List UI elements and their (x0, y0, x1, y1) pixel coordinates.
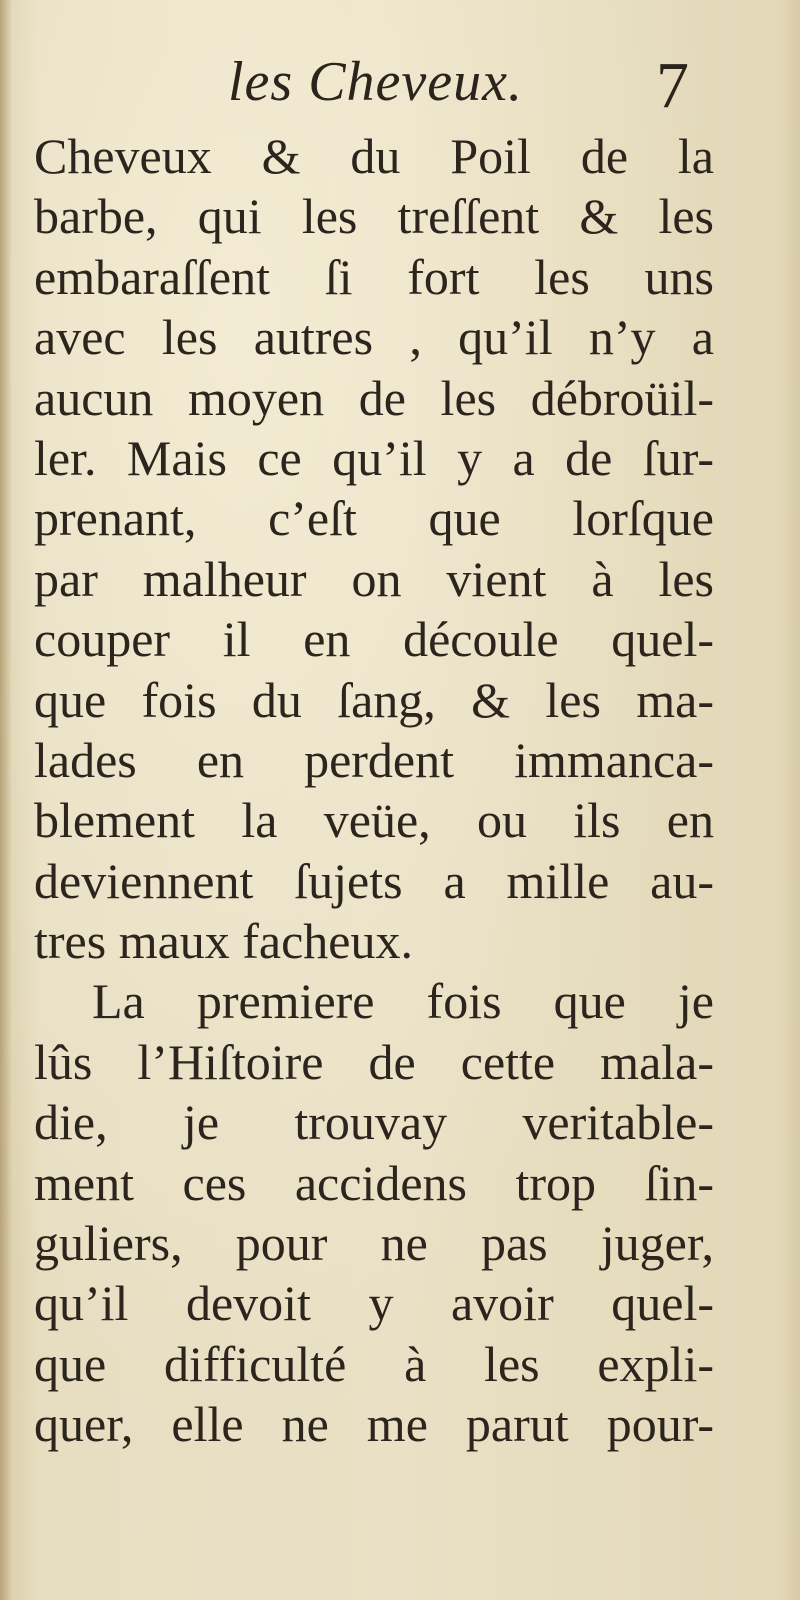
text-line: ler. Mais ce qu’il y a de ſur- (34, 429, 714, 486)
text-line: prenant, c’eſt que lorſque (34, 490, 714, 547)
paragraph-end-line: tres maux facheux. (34, 913, 414, 970)
text-line: Cheveux & du Poil de la (34, 128, 714, 184)
text-line: blement la veüe, ou ils en (34, 792, 714, 849)
running-title: les Cheveux. (228, 51, 523, 113)
text-line: embaraſſent ſi fort les uns (34, 248, 714, 305)
body-text (34, 126, 714, 1455)
text-line: quer, elle ne me parut pour- (34, 1396, 714, 1453)
text-line: guliers, pour ne pas juger, (34, 1215, 714, 1272)
text-line: ment ces accidens trop ſin- (34, 1154, 714, 1211)
page-number: 7 (656, 49, 689, 122)
text-line: que fois du ſang, & les ma- (34, 671, 714, 728)
text-line: barbe, qui les treſſent & les (34, 188, 714, 245)
text-line: que difficulté à les expli- (34, 1335, 714, 1392)
text-line: lades en perdent immanca- (34, 731, 714, 788)
paragraph-start-line: La premiere fois que je (92, 973, 714, 1030)
text-line: avec les autres , qu’il n’y a (34, 309, 714, 366)
text-line: couper il en découle quel- (34, 611, 714, 668)
text-line: deviennent ſujets a mille au- (34, 852, 714, 909)
text-line: lûs l’Hiſtoire de cette mala- (34, 1033, 714, 1090)
text-line: qu’il devoit y avoir quel- (34, 1275, 714, 1332)
page-gutter-shadow (0, 0, 12, 1600)
text-line: aucun moyen de les débroüil- (34, 369, 714, 426)
text-line: par malheur on vient à les (34, 550, 714, 607)
text-line: die, je trouvay veritable- (34, 1094, 714, 1151)
running-head (0, 50, 800, 130)
